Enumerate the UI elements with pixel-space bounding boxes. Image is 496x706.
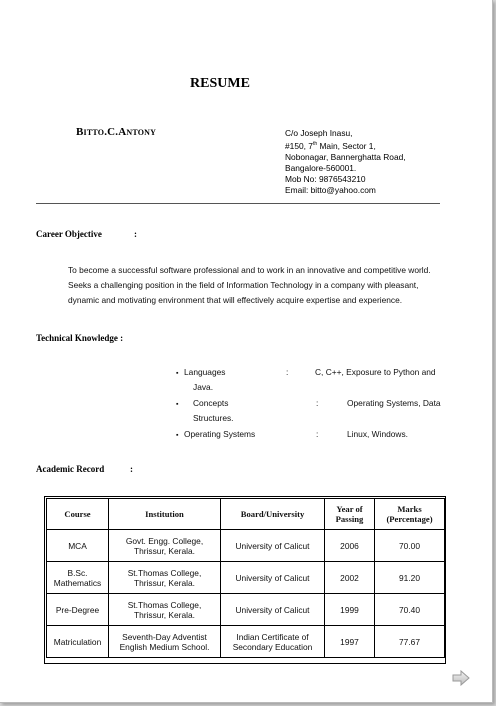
header-divider [36,203,440,204]
address-line: Mob No: 9876543210 [285,173,366,184]
candidate-name: Bitto.C.Antony [76,126,157,138]
header-board: Board/University [221,499,325,530]
cell-marks: 70.00 [375,530,445,562]
address-line: Nobonagar, Bannerghatta Road, [285,151,406,162]
cell-marks: 91.20 [375,562,445,594]
cell-board: University of Calicut [221,562,325,594]
skill-colon: : [286,367,289,377]
cell-course: B.Sc. Mathematics [47,562,109,594]
skill-colon: : [316,429,319,439]
academic-table [46,498,445,658]
address-line: Email: bitto@yahoo.com [285,184,376,195]
cell-year: 1999 [325,594,375,626]
header-year: Year of Passing [325,499,375,530]
cell-course: Pre-Degree [47,594,109,626]
bullet-icon: ▪ [176,401,179,408]
academic-record-heading: Academic Record [36,464,105,474]
cell-year: 2006 [325,530,375,562]
table-row [47,594,445,626]
contact-address [285,128,406,196]
objective-line: Seeks a challenging position in the field of Information Technology in a company with pleasant, [68,280,419,290]
cell-institution: Govt. Engg. College, Thrissur, Kerala. [109,530,221,562]
skill-label: Concepts [193,398,229,408]
career-objective-colon: : [134,229,137,239]
header-marks: Marks (Percentage) [375,499,445,530]
skill-colon: : [316,398,319,408]
bullet-icon: ▪ [176,370,179,377]
cell-course: MCA [47,530,109,562]
cell-marks: 77.67 [375,626,445,658]
address-line: #150, 7th Main, Sector 1, [285,140,376,151]
objective-line: To become a successful software professional and to work in an innovative and competitive world. [68,265,431,275]
address-line: C/o Joseph Inasu, [285,128,353,138]
career-objective-heading: Career Objective [36,229,102,239]
page-title: RESUME [190,76,250,91]
skill-value: Operating Systems, Data [347,398,441,408]
objective-line: dynamic and motivating environment that will effectively acquire expertise and experience. [68,295,403,305]
academic-record-colon: : [130,464,133,474]
skill-label-continued: Structures. [193,413,234,423]
cell-board: Indian Certificate of Secondary Education [221,626,325,658]
skill-value: C, C++, Exposure to Python and [315,367,436,377]
table-row [47,626,445,658]
header-course: Course [47,499,109,530]
header-institution: Institution [109,499,221,530]
cell-institution: St.Thomas College, Thrissur, Kerala. [109,594,221,626]
cell-institution: Seventh-Day Adventist English Medium School. [109,626,221,658]
bullet-icon: ▪ [176,432,179,439]
cell-marks: 70.40 [375,594,445,626]
cell-year: 2002 [325,562,375,594]
table-row [47,562,445,594]
cell-board: University of Calicut [221,594,325,626]
cell-board: University of Calicut [221,530,325,562]
skill-label: Languages [184,367,226,377]
address-line: Bangalore-560001. [285,162,357,173]
cell-institution: St.Thomas College, Thrissur, Kerala. [109,562,221,594]
cell-year: 1997 [325,626,375,658]
table-row [47,530,445,562]
table-header-row [47,499,445,530]
skill-value: Linux, Windows. [347,429,408,439]
technical-knowledge-heading: Technical Knowledge : [36,333,124,343]
career-objective-text [68,263,454,308]
arrow-right-icon[interactable] [452,670,470,686]
cell-course: Matriculation [47,626,109,658]
skill-label-continued: Java. [193,382,214,392]
skill-label: Operating Systems [184,429,256,439]
